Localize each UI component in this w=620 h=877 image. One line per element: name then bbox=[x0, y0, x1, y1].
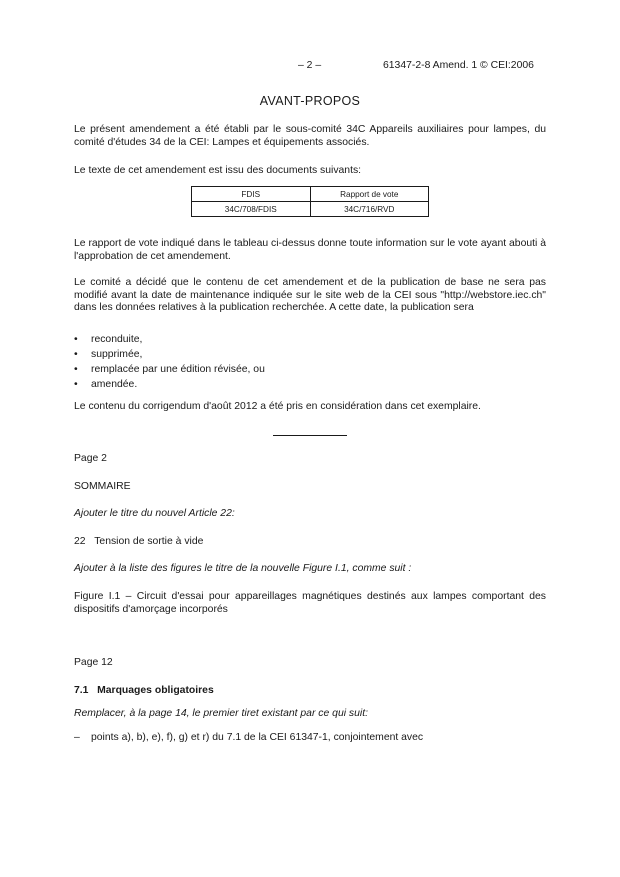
sommaire-heading: SOMMAIRE bbox=[74, 481, 131, 492]
table-cell-fdis: 34C/708/FDIS bbox=[192, 202, 311, 217]
table-header-vote-report: Rapport de vote bbox=[310, 187, 429, 202]
table-row bbox=[192, 202, 429, 217]
list-item-text: supprimée, bbox=[91, 349, 143, 360]
list-item bbox=[74, 364, 265, 379]
intro-paragraph: Le présent amendement a été établi par le sous-comité 34C Appareils auxiliaires pour lampes, du comité d'études 34 de la CEI: Lampes et équipements associés. bbox=[74, 124, 546, 148]
header-page-number: – 2 – bbox=[298, 60, 322, 71]
bullet-marker: • bbox=[74, 379, 78, 390]
list-item bbox=[74, 349, 265, 364]
vote-paragraph: Le rapport de vote indiqué dans le tableau ci-dessus donne toute information sur le vote ayant abouti à l'approbation de cet amendement. bbox=[74, 238, 546, 262]
bullet-marker: • bbox=[74, 364, 78, 375]
bullet-marker: • bbox=[74, 334, 78, 345]
dash-item-text: points a), b), e), f), g) et r) du 7.1 de la CEI 61347-1, conjointement avec bbox=[91, 732, 424, 743]
page-title: AVANT-PROPOS bbox=[259, 94, 361, 108]
documents-table bbox=[191, 186, 429, 217]
bullet-list bbox=[74, 334, 265, 394]
section-divider bbox=[273, 435, 347, 436]
page12-label: Page 12 bbox=[74, 657, 113, 668]
page2-label: Page 2 bbox=[74, 453, 107, 464]
instruction-add-article: Ajouter le titre du nouvel Article 22: bbox=[74, 508, 235, 519]
documents-intro: Le texte de cet amendement est issu des documents suivants: bbox=[74, 165, 362, 176]
clause-22-title: 22 Tension de sortie à vide bbox=[74, 536, 204, 547]
instruction-add-figure: Ajouter à la liste des figures le titre de la nouvelle Figure I.1, comme suit : bbox=[74, 563, 412, 574]
bullet-marker: • bbox=[74, 349, 78, 360]
table-header-fdis: FDIS bbox=[192, 187, 311, 202]
list-item-text: reconduite, bbox=[91, 334, 143, 345]
figure-i1-title: Figure I.1 – Circuit d'essai pour appareillages magnétiques destinés aux lampes comportant des dispositifs d'amorçage incorporés bbox=[74, 591, 546, 615]
corrigendum-paragraph: Le contenu du corrigendum d'août 2012 a été pris en considération dans cet exemplaire. bbox=[74, 401, 481, 412]
dash-marker: – bbox=[74, 732, 80, 743]
clause-7-1-heading: 7.1 Marquages obligatoires bbox=[74, 685, 214, 696]
list-item bbox=[74, 334, 265, 349]
table-header-row bbox=[192, 187, 429, 202]
list-item bbox=[74, 379, 265, 394]
table-cell-vote-report: 34C/716/RVD bbox=[310, 202, 429, 217]
list-item-text: remplacée par une édition révisée, ou bbox=[91, 364, 265, 375]
instruction-replace-dash: Remplacer, à la page 14, le premier tiret existant par ce qui suit: bbox=[74, 708, 368, 719]
committee-paragraph: Le comité a décidé que le contenu de cet amendement et de la publication de base ne sera pas modifié avant la date de maintenance indiquée sur le site web de la CEI sous "http://webstore.iec.ch" dans les données relatives à la publication recherchée. A cette date, la publication sera bbox=[74, 277, 546, 314]
header-reference: 61347-2-8 Amend. 1 © CEI:2006 bbox=[383, 60, 534, 71]
list-item-text: amendée. bbox=[91, 379, 138, 390]
